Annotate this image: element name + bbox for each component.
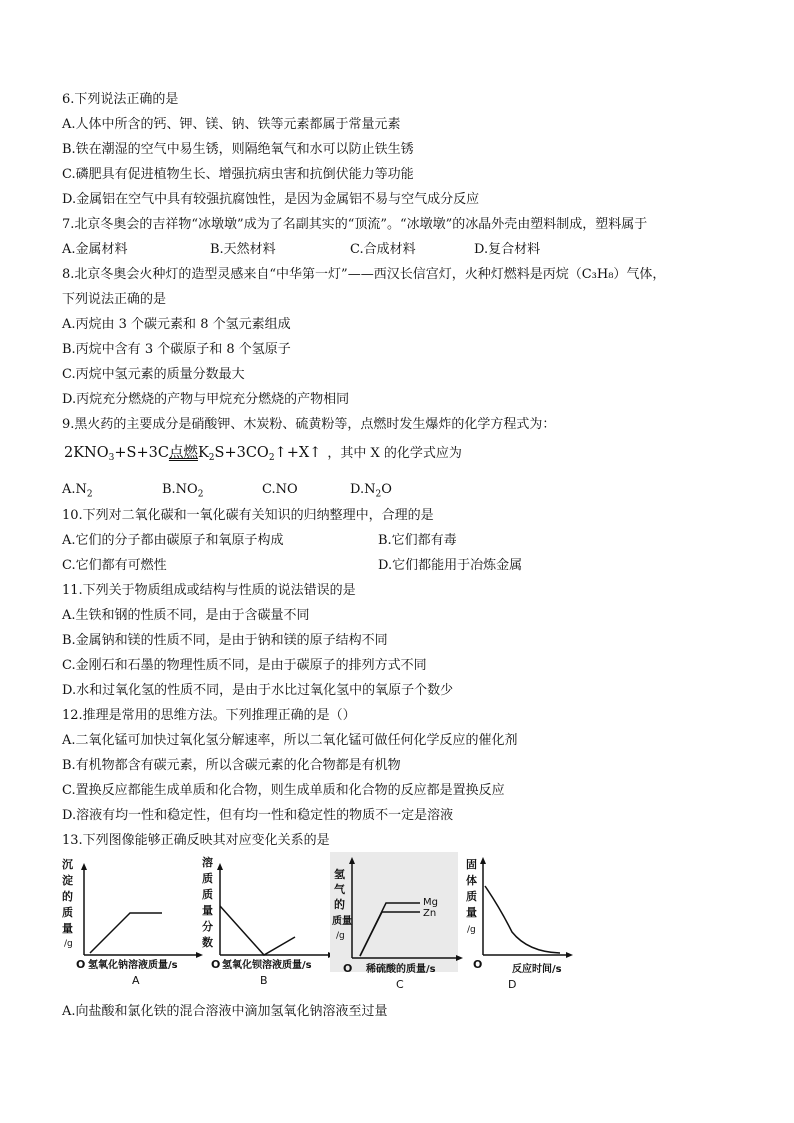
graph-b-xlabel: 氢氧化钡溶液质量/s (222, 960, 312, 971)
graph-d-xlabel: 反应时间/s (512, 964, 562, 975)
q7-option-b: B.天然材料 (210, 242, 276, 257)
graph-c-x-arrow (456, 955, 463, 961)
graph-a (62, 857, 203, 987)
graph-b-ylabel: 溶 (202, 856, 213, 869)
q8-stem-line1: 8.北京冬奥会火种灯的造型灵感来自“中华第一灯”——西汉长信宫灯，火种灯燃料是丙烷（C₃H₈）气体， (62, 267, 666, 282)
graph-c-xlabel: 稀硫酸的质量/s (366, 964, 436, 975)
graph-c-series-label: Zn (423, 908, 437, 919)
eq-condition-ignite: 点燃 (168, 445, 198, 461)
eq-part: 2KNO (64, 445, 109, 461)
eq-subscript: 2 (268, 453, 275, 463)
graph-b-ylabel: 质 (202, 888, 213, 901)
q10-option-a: A.它们的分子都由碳原子和氧原子构成 (62, 533, 284, 548)
eq-part: ↑+X↑ (274, 445, 322, 461)
graph-c-yunit: /g (336, 931, 345, 941)
graph-b-tag: B (260, 974, 268, 987)
q11-option-b: B.金属钠和镁的性质不同，是由于钠和镁的原子结构不同 (62, 633, 388, 648)
eq-part: +S+3C (114, 445, 169, 461)
graph-b-ylabel: 质 (202, 872, 213, 885)
graph-b-ylabel: 量 (202, 904, 213, 917)
graph-c-ylabel: 气 (334, 883, 345, 896)
q13-graphs (60, 848, 580, 998)
q7-stem: 7.北京冬奥会的吉祥物“冰墩墩”成为了名副其实的“顶流”。“冰墩墩”的冰晶外壳由塑料制成，塑料属于 (62, 217, 648, 232)
q11-option-c: C.金刚石和石墨的物理性质不同，是由于碳原子的排列方式不同 (62, 658, 427, 673)
graph-d-yunit: /g (467, 925, 476, 935)
graph-a-yunit: /g (64, 939, 73, 949)
q10-option-c: C.它们都有可燃性 (62, 558, 167, 573)
graph-d-y-arrow (480, 857, 486, 864)
graph-d-origin: O (473, 958, 483, 971)
graph-a-ylabel: 量 (62, 922, 73, 935)
q12-option-b: B.有机物都含有碳元素，所以含碳元素的化合物都是有机物 (62, 758, 401, 773)
q13-option-a: A.向盐酸和氯化铁的混合溶液中滴加氢氧化钠溶液至过量 (62, 1004, 388, 1019)
eq-subscript: 2 (208, 453, 215, 463)
graph-b-curve (220, 906, 295, 955)
graph-a-tag: A (132, 974, 140, 987)
q7-option-a: A.金属材料 (62, 242, 128, 257)
graph-a-y-arrow (81, 863, 87, 870)
opt-text: B.NO (162, 482, 198, 497)
graph-d-ylabel: 量 (466, 906, 477, 919)
q10-option-d: D.它们都能用于冶炼金属 (378, 558, 523, 573)
graph-c-ylabel: 质量 (332, 916, 352, 927)
opt-text: O (381, 482, 392, 497)
graph-c-series-label: Mg (423, 897, 438, 908)
graph-b-ylabel: 分 (202, 920, 213, 933)
q8-stem-line2: 下列说法正确的是 (62, 292, 167, 307)
q7-option-d: D.复合材料 (474, 242, 541, 257)
graph-d-curve (485, 886, 560, 953)
graph-d-x-arrow (566, 952, 573, 958)
graph-a-origin: O (76, 958, 86, 971)
graph-a-ylabel: 的 (62, 890, 73, 903)
q10-option-b: B.它们都有毒 (378, 533, 457, 548)
q10-stem: 10.下列对二氧化碳和一氧化碳有关知识的归纳整理中，合理的是 (62, 508, 434, 523)
graph-b-ylabel: 数 (202, 936, 213, 949)
q12-option-a: A.二氧化锰可加快过氧化氢分解速率，所以二氧化锰可做任何化学反应的催化剂 (62, 733, 518, 748)
q9-stem-tail: ，其中 X 的化学式应为 (327, 446, 462, 461)
graph-c (330, 852, 463, 991)
q8-option-c: C.丙烷中氢元素的质量分数最大 (62, 367, 245, 382)
q7-option-c: C.合成材料 (350, 242, 416, 257)
q11-option-d: D.水和过氧化氢的性质不同，是由于水比过氧化氢中的氧原子个数少 (62, 683, 454, 698)
q11-stem: 11.下列关于物质组成或结构与性质的说法错误的是 (62, 583, 356, 598)
q9-option-d (350, 481, 392, 504)
graph-a-ylabel: 沉 (62, 858, 73, 871)
graph-a-ylabel: 质 (62, 906, 73, 919)
graph-a-curve (90, 913, 162, 953)
graph-b-y-arrow (217, 863, 223, 870)
opt-subscript: 2 (197, 489, 204, 500)
opt-subscript: 2 (86, 489, 93, 500)
q8-option-d: D.丙烷充分燃烧的产物与甲烷充分燃烧的产物相同 (62, 392, 350, 407)
q6-option-b: B.铁在潮湿的空气中易生锈，则隔绝氧气和水可以防止铁生锈 (62, 142, 414, 157)
graph-d-ylabel: 体 (466, 874, 477, 887)
q8-option-b: B.丙烷中含有 3 个碳原子和 8 个氢原子 (62, 342, 291, 357)
opt-subscript: 2 (375, 489, 382, 500)
q6-option-d: D.金属铝在空气中具有较强抗腐蚀性，是因为金属铝不易与空气成分反应 (62, 192, 480, 207)
q6-option-c: C.磷肥具有促进植物生长、增强抗病虫害和抗倒伏能力等功能 (62, 167, 414, 182)
graph-d (466, 857, 573, 991)
graph-a-xlabel: 氢氧化钠溶液质量/s (88, 960, 178, 971)
q12-option-c: C.置换反应都能生成单质和化合物，则生成单质和化合物的反应都是置换反应 (62, 783, 505, 798)
eq-subscript: 3 (108, 453, 115, 463)
q6-stem: 6.下列说法正确的是 (62, 92, 179, 107)
opt-text: D.N (350, 482, 376, 497)
q12-option-d: D.溶液有均一性和稳定性，但有均一性和稳定性的物质不一定是溶液 (62, 808, 454, 823)
graph-c-origin: O (343, 962, 353, 975)
q9-option-a (62, 481, 93, 504)
q9-stem: 9.黑火药的主要成分是硝酸钾、木炭粉、硫黄粉等，点燃时发生爆炸的化学方程式为： (62, 417, 556, 432)
graph-d-ylabel: 质 (466, 890, 477, 903)
graph-b (202, 855, 335, 987)
q9-chemical-equation (64, 442, 462, 469)
q13-stem: 13.下列图像能够正确反映其对应变化关系的是 (62, 833, 330, 848)
graph-c-ylabel: 氢 (334, 868, 345, 881)
q9-option-b (162, 481, 203, 504)
eq-part: K (197, 445, 209, 461)
graph-d-tag: D (508, 978, 517, 991)
q9-option-c: C.NO (262, 482, 298, 497)
graph-b-origin: O (211, 958, 221, 971)
q6-option-a: A.人体中所含的钙、钾、镁、钠、铁等元素都属于常量元素 (62, 117, 401, 132)
graph-c-ylabel: 的 (334, 898, 345, 911)
opt-text: A.N (62, 482, 87, 497)
q11-option-a: A.生铁和钢的性质不同，是由于含碳量不同 (62, 608, 310, 623)
q8-option-a: A.丙烷由 3 个碳元素和 8 个氢元素组成 (62, 317, 291, 332)
graph-c-tag: C (396, 978, 404, 991)
graph-a-x-arrow (196, 952, 203, 958)
eq-part: S+3CO (214, 445, 269, 461)
graph-a-ylabel: 淀 (62, 874, 73, 887)
graph-d-ylabel: 固 (466, 858, 477, 871)
q12-stem: 12.推理是常用的思维方法。下列推理正确的是（） (62, 708, 356, 723)
